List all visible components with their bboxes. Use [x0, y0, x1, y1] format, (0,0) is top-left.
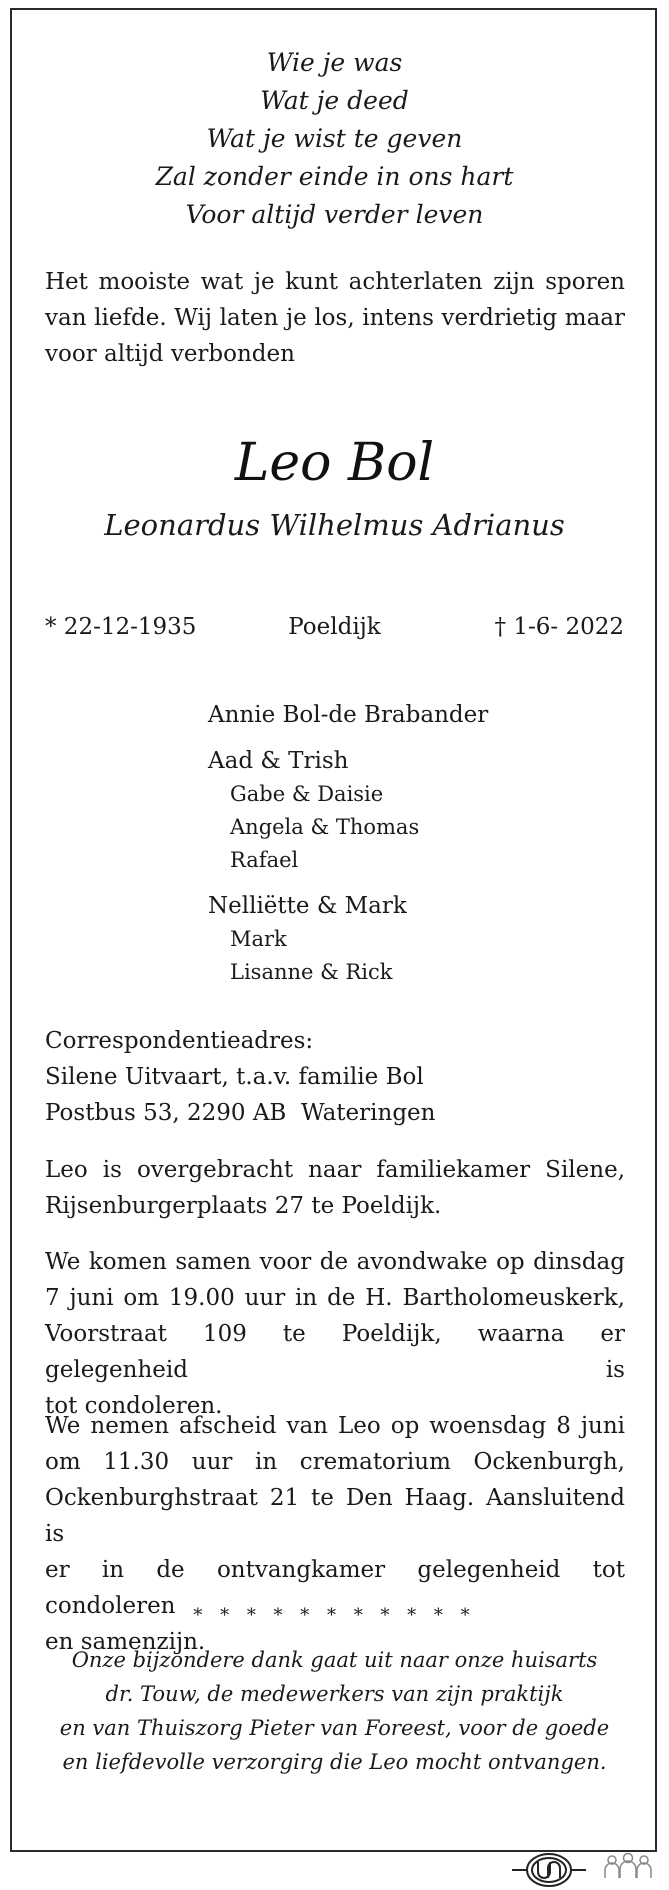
footer-logos — [512, 1848, 662, 1888]
vigil-line: 7 juni om 19.00 uur in de H. Bartholomeuskerk, — [45, 1285, 625, 1311]
correspondence-address — [45, 1023, 625, 1131]
transfer-line: Leo is overgebracht naar familiekamer Silene, — [45, 1157, 625, 1183]
family-child: Lisanne & Rick — [230, 960, 393, 984]
vigil-line: tot condoleren. — [45, 1393, 223, 1419]
family-child: Rafael — [230, 848, 299, 872]
farewell-line: We nemen afscheid van Leo op woensdag 8 juni — [45, 1413, 625, 1439]
place: Poeldijk — [288, 614, 381, 640]
deceased-name: Leo Bol — [234, 433, 435, 493]
people-group-icon — [605, 1854, 651, 1879]
poem-line: Voor altijd verder leven — [185, 200, 484, 229]
separator: * * * * * * * * * * * — [193, 1605, 476, 1626]
poem-line: Wat je wist te geven — [206, 124, 463, 153]
poem-line: Wie je was — [266, 48, 403, 77]
family-member: Annie Bol-de Brabander — [208, 702, 489, 728]
family-child: Angela & Thomas — [230, 815, 420, 839]
farewell-line: er in de ontvangkamer gelegenheid tot condoleren — [45, 1557, 625, 1619]
thanks-line: en liefdevolle verzorgirg die Leo mocht ontvangen. — [62, 1750, 607, 1774]
vigil-text — [45, 1244, 625, 1424]
family-member: Nelliëtte & Mark — [208, 893, 407, 919]
family-child: Mark — [230, 927, 287, 951]
poem — [0, 44, 669, 234]
intro-line: van liefde. Wij laten je los, intens verdrietig maar — [45, 305, 625, 331]
vigil-line: Voorstraat 109 te Poeldijk, waarna er gelegenheid is — [45, 1321, 625, 1383]
farewell-line: en samenzijn. — [45, 1629, 206, 1655]
thanks-line: dr. Touw, de medewerkers van zijn praktijk — [105, 1682, 564, 1706]
funeral-home-logo-icon — [512, 1854, 586, 1886]
death-date: † 1-6- 2022 — [494, 614, 624, 640]
poem-line: Wat je deed — [260, 86, 409, 115]
poem-line: Zal zonder einde in ons hart — [155, 162, 514, 191]
family-list — [208, 698, 628, 989]
thanks-line: Onze bijzondere dank gaat uit naar onze huisarts — [71, 1648, 598, 1672]
intro-line: voor altijd verbonden — [45, 341, 295, 367]
birth-date: * 22-12-1935 — [45, 614, 197, 640]
intro-line: Het mooiste wat je kunt achterlaten zijn sporen — [45, 269, 625, 295]
farewell-line: om 11.30 uur in crematorium Ockenburgh, — [45, 1449, 625, 1475]
deceased-full-name: Leonardus Wilhelmus Adrianus — [104, 508, 565, 542]
correspondence-line: Postbus 53, 2290 AB Wateringen — [45, 1100, 436, 1126]
family-member: Aad & Trish — [208, 748, 349, 774]
thanks-line: en van Thuiszorg Pieter van Foreest, voor de goede — [59, 1716, 610, 1740]
correspondence-label: Correspondentieadres: — [45, 1028, 314, 1054]
transfer-text — [45, 1152, 625, 1224]
vigil-line: We komen samen voor de avondwake op dinsdag — [45, 1249, 625, 1275]
transfer-line: Rijsenburgerplaats 27 te Poeldijk. — [45, 1193, 442, 1219]
correspondence-line: Silene Uitvaart, t.a.v. familie Bol — [45, 1064, 424, 1090]
intro-text — [45, 264, 625, 372]
farewell-line: Ockenburghstraat 21 te Den Haag. Aansluitend is — [45, 1485, 625, 1547]
family-child: Gabe & Daisie — [230, 782, 384, 806]
thanks-text — [0, 1643, 669, 1779]
